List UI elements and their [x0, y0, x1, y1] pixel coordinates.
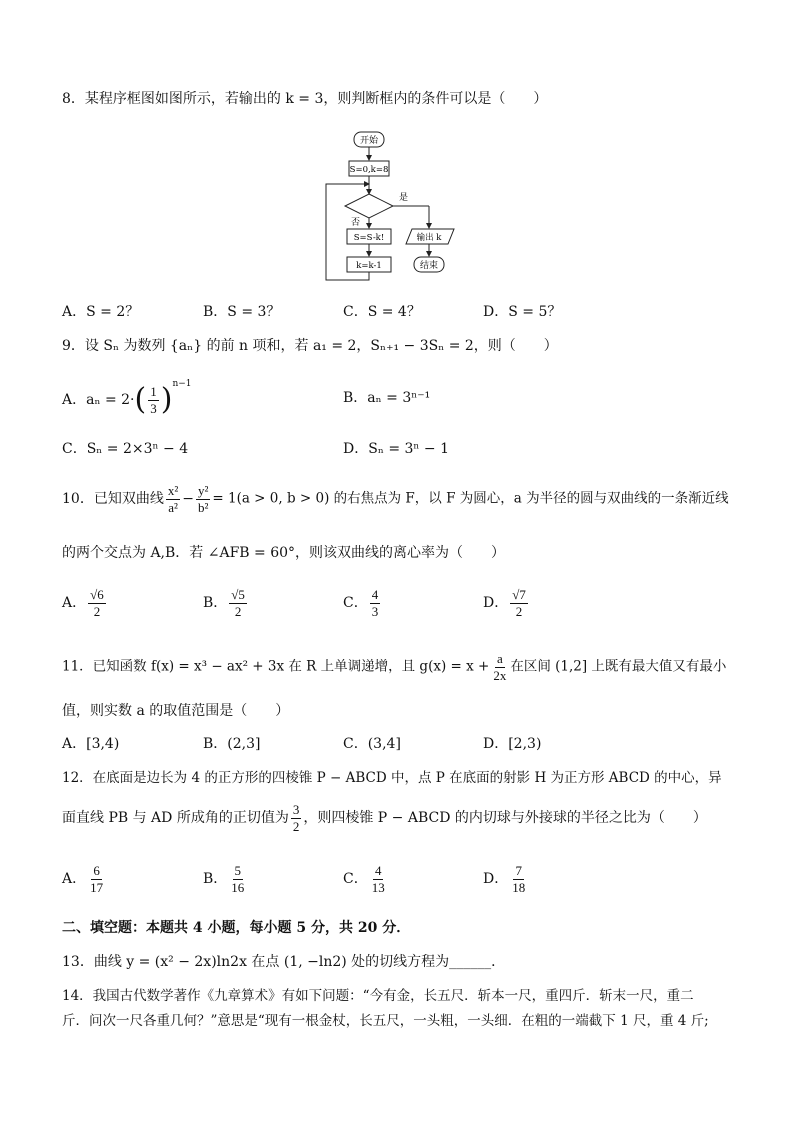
- q12-stem-c: ，则四棱锥 P − ABCD 的内切球与外接球的半径之比为（ ）: [303, 810, 707, 827]
- q9-option-d: D．Sₙ = 3ⁿ − 1: [343, 441, 450, 457]
- q11-frac-n: a: [496, 651, 503, 666]
- q11-option-a: A．[3,4): [62, 736, 120, 752]
- flow-start-text: 开始: [359, 136, 379, 146]
- q12-option-a: A． $\frac{6}{17}$: [62, 863, 104, 895]
- q12-frac-d: 2: [292, 818, 300, 834]
- q9-a-frac-d: 3: [150, 400, 157, 416]
- q10-stem-line2: 的两个交点为 A,B．若 ∠AFB = 60°，则该双曲线的离心率为（ ）: [62, 545, 506, 561]
- q14-stem-line1: 14．我国古代数学著作《九章算术》有如下问题：“今有金，长五尺．斩本一尺，重四斤．斩末一尺，重二: [62, 988, 694, 1004]
- q12-stem-line2: [62, 803, 707, 833]
- q10-option-c: C． $\frac{4}{3}$: [343, 587, 379, 619]
- flow-end-text: 结束: [419, 261, 439, 271]
- q10-stem-a: 10．已知双曲线: [62, 491, 164, 508]
- q10-x2: x²: [167, 483, 179, 498]
- flow-decision-diamond: [345, 194, 393, 218]
- q10-option-d: D． $\frac{√7}{2}$: [483, 587, 526, 619]
- q10-stem-line1: 10．已知双曲线 $\frac{\text{x²}}{\text{a²}}$ − $\frac{\text{y²}}{\text{b²}}$ = 1(a > 0, b > 0) 的右焦点为 F，以 F 为圆心，a 为半径的圆与双曲线的一条渐近线: [62, 483, 729, 515]
- q12-option-b: B． $\frac{5}{16}$: [203, 863, 245, 895]
- q11-frac-d: 2x: [493, 667, 507, 683]
- q12-stem-line1: 12．在底面是边长为 4 的正方形的四棱锥 P − ABCD 中，点 P 在底面的射影 H 为正方形 ABCD 的中心，异: [62, 770, 722, 786]
- q12-frac-n: 3: [292, 802, 300, 817]
- flow-yes-label: 是: [399, 193, 409, 203]
- q9-stem: 9．设 Sₙ 为数列 {aₙ} 的前 n 项和，若 a₁ = 2，Sₙ₊₁ − 3Sₙ = 2，则（ ）: [62, 338, 558, 354]
- q9-option-c: C．Sₙ = 2×3ⁿ − 4: [62, 441, 189, 457]
- q9-option-a: A．aₙ = 2·( $\frac{1}{3}$ )$^{n-1}$: [62, 379, 192, 417]
- q9-option-b: B．aₙ = 3ⁿ⁻¹: [343, 390, 431, 406]
- q13-stem: 13．曲线 y = (x² − 2x)ln2x 在点 (1, −ln2) 处的切线方程为______．: [62, 954, 506, 970]
- q11-option-d: D．[2,3): [483, 736, 542, 752]
- q10-option-b: B． $\frac{√5}{2}$: [203, 587, 245, 619]
- flow-update-s-text: S=S-k!: [353, 233, 385, 243]
- q10-b2: b²: [197, 499, 209, 515]
- q11-stem-line1: [62, 652, 726, 682]
- q11-stem-b: 在区间 (1,2] 上既有最大值又有最小: [510, 658, 727, 675]
- q12-option-d: D． $\frac{7}{18}$: [483, 863, 526, 895]
- q9-a-frac-n: 1: [150, 383, 157, 399]
- q9-a-exp: n−1: [172, 379, 192, 389]
- q10-y2: y²: [197, 483, 209, 498]
- flow-update-k-text: k=k-1: [356, 261, 382, 271]
- q10-option-a: A． $\frac{√6}{2}$: [62, 587, 104, 619]
- flow-no-label: 否: [351, 218, 361, 228]
- q10-stem-b: = 1(a > 0, b > 0) 的右焦点为 F，以 F 为圆心，a 为半径的圆与双曲线的一条渐近线: [212, 490, 729, 507]
- q8-option-d: D．S = 5？: [483, 304, 562, 320]
- q12-option-c: C． $\frac{4}{13}$: [343, 863, 385, 895]
- q10-a2: a²: [168, 499, 178, 515]
- q12-stem-b: 面直线 PB 与 AD 所成角的正切值为: [62, 810, 289, 827]
- q8-option-b: B．S = 3？: [203, 304, 281, 320]
- q11-option-c: C．(3,4]: [343, 736, 401, 752]
- q11-option-b: B．(2,3]: [203, 736, 261, 752]
- section2-heading: 二、填空题：本题共 4 小题，每小题 5 分，共 20 分．: [62, 920, 411, 936]
- flow-output-text: 输出 k: [416, 233, 442, 243]
- q14-stem-line2: 斤．问次一尺各重几何？”意思是“现有一根金杖，长五尺，一头粗，一头细．在粗的一端截下 1 尺，重 4 斤;: [62, 1013, 709, 1029]
- q8-option-c: C．S = 4？: [343, 304, 421, 320]
- q11-stem-a: 11．已知函数 f(x) = x³ − ax² + 3x 在 R 上单调递增，且 g(x) = x +: [62, 658, 490, 675]
- q11-stem-line2: 值，则实数 a 的取值范围是（ ）: [62, 703, 290, 719]
- q8-option-a: A．S = 2？: [62, 304, 140, 320]
- flow-init-text: S=0,k=8: [349, 165, 389, 175]
- q8-stem: 8．某程序框图如图所示，若输出的 k = 3，则判断框内的条件可以是（ ）: [62, 91, 548, 107]
- q9-option-a-prefix: A．aₙ = 2·: [62, 392, 135, 408]
- flowchart: [318, 126, 460, 286]
